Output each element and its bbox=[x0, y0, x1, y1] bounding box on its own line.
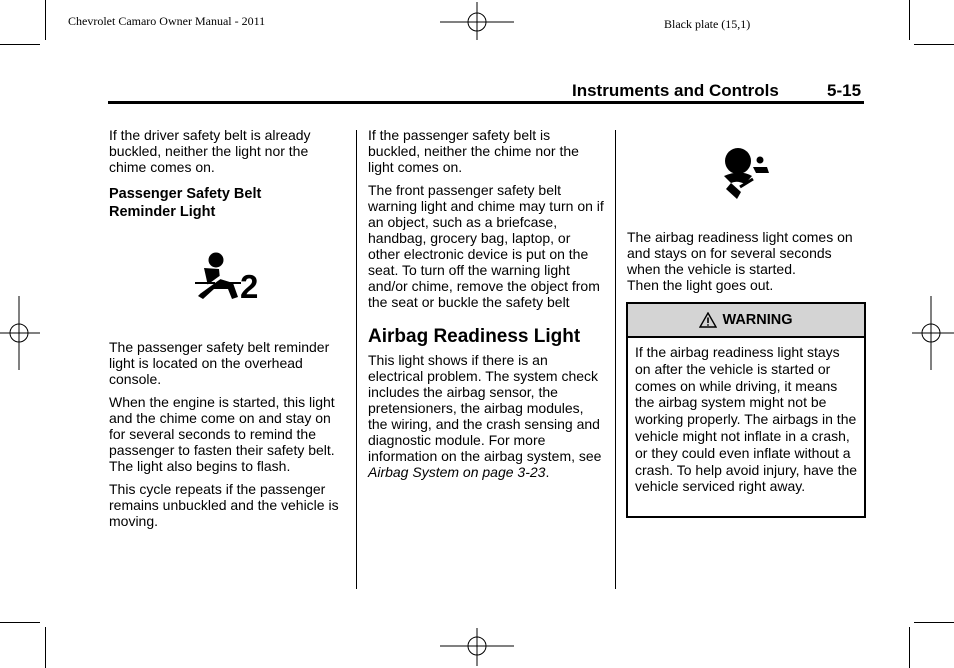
subheading: Passenger Safety Belt Reminder Light bbox=[109, 186, 262, 220]
paragraph: If the driver safety belt is already buckled, neither the light nor the chime comes on. bbox=[109, 127, 311, 175]
paragraph: When the engine is started, this light and the chime come on and stay on for several seconds to remind the passenger to fasten their safety belt. The light also begins to flash. bbox=[109, 394, 335, 474]
column-3 bbox=[627, 229, 867, 293]
paragraph: This cycle repeats if the passenger remains unbuckled and the vehicle is moving. bbox=[109, 481, 339, 529]
crop-mark bbox=[45, 627, 46, 668]
paragraph: The passenger safety belt reminder light is located on the overhead console. bbox=[109, 339, 330, 387]
warning-title: WARNING bbox=[722, 312, 793, 328]
paragraph: The airbag readiness light comes on and stays on for several seconds when the vehicle is started. Then the light goes out. bbox=[627, 229, 853, 293]
warning-text: If the airbag readiness light stays on after the vehicle is started or comes on while driving, it means the airbag system might not be working properly. The airbags in the vehicle might not inflate in a crash, or they could even inflate without a crash. To help avoid injury, have the vehicle serviced right away. bbox=[635, 344, 858, 495]
crop-mark bbox=[914, 622, 954, 623]
crop-mark bbox=[0, 44, 40, 45]
column-1 bbox=[109, 127, 349, 536]
registration-mark-icon bbox=[912, 296, 954, 370]
slug-left: Chevrolet Camaro Owner Manual - 2011 bbox=[68, 14, 266, 28]
section-title: Instruments and Controls bbox=[572, 81, 779, 100]
warning-triangle-icon bbox=[699, 312, 717, 328]
page-number: 5-15 bbox=[827, 81, 862, 100]
paragraph: If the passenger safety belt is buckled, neither the chime nor the light comes on. bbox=[368, 127, 579, 175]
crop-mark bbox=[909, 0, 910, 40]
warning-box bbox=[626, 302, 866, 518]
crop-mark bbox=[45, 0, 46, 40]
crop-mark bbox=[0, 622, 40, 623]
airbag-readiness-icon bbox=[720, 146, 774, 202]
column-divider bbox=[615, 130, 616, 589]
cross-reference: Airbag System on page 3-23 bbox=[368, 464, 546, 480]
slug-right: Black plate (15,1) bbox=[664, 17, 751, 31]
crop-mark bbox=[914, 44, 954, 45]
paragraph: This light shows if there is an electrical problem. The system check includes the airbag sensor, the pretensioners, the airbag modules, the wiring, and the crash sensing and diagnostic module. For more information on the airbag system, see Airbag System on page 3-23. bbox=[368, 352, 602, 480]
seatbelt-icon-digit: 2 bbox=[240, 268, 259, 305]
column-divider bbox=[356, 130, 357, 589]
registration-mark-icon bbox=[0, 296, 40, 370]
seatbelt-icon-wrap bbox=[109, 221, 349, 335]
paragraph: The front passenger safety belt warning light and chime may turn on if an object, such as a briefcase, handbag, grocery bag, laptop, or other electronic device is put on the seat. To turn off the warning light and/or chime, remove the object from the seat or buckle the safety belt bbox=[368, 182, 604, 310]
registration-mark-icon bbox=[440, 2, 514, 40]
header-rule bbox=[108, 101, 864, 104]
column-2 bbox=[368, 127, 606, 487]
registration-mark-icon bbox=[440, 628, 514, 666]
warning-header bbox=[628, 304, 864, 338]
section-heading: Airbag Readiness Light bbox=[368, 326, 581, 347]
crop-mark bbox=[909, 627, 910, 668]
